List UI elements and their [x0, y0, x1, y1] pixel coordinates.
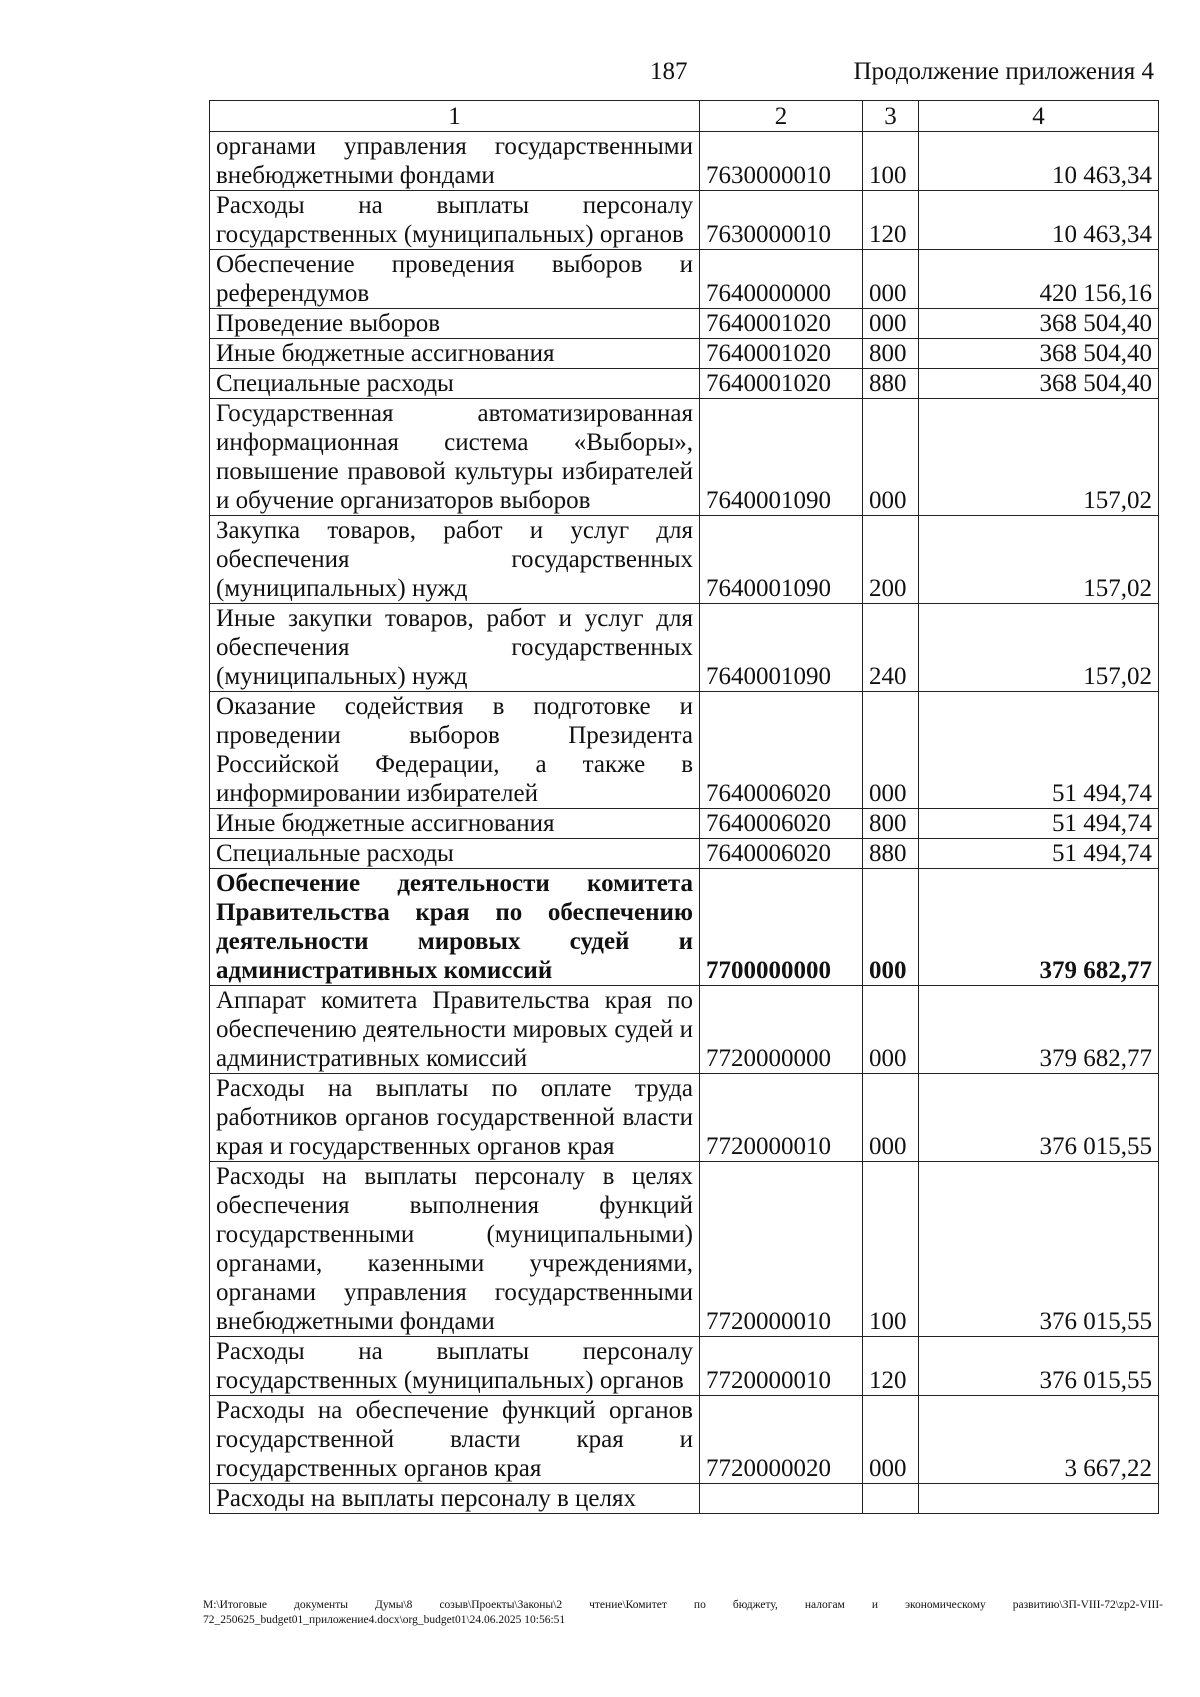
- row-type-cell: 880: [863, 369, 919, 399]
- row-type-cell: 240: [863, 604, 919, 692]
- row-name-cell: Обеспечение проведения выборов и референдумов: [210, 250, 700, 309]
- row-amount-cell: 157,02: [919, 516, 1159, 604]
- row-amount-cell: 376 015,55: [919, 1074, 1159, 1162]
- table-row: [210, 309, 1159, 339]
- table-row: [210, 809, 1159, 839]
- row-code-cell: 7640000000: [700, 250, 863, 309]
- table-row: [210, 250, 1159, 309]
- table-row: [210, 869, 1159, 986]
- row-code-cell: 7630000010: [700, 132, 863, 191]
- row-name-cell: Иные бюджетные ассигнования: [210, 809, 700, 839]
- row-code-cell: 7640001020: [700, 309, 863, 339]
- row-code-cell: 7640001020: [700, 369, 863, 399]
- row-name-cell: Государственная автоматизированная информационная система «Выборы», повышение правовой культуры избирателей и обучение организаторов выборов: [210, 399, 700, 516]
- row-name-cell: Расходы на выплаты персоналу в целях: [210, 1484, 700, 1514]
- column-header-4: 4: [919, 101, 1159, 132]
- row-code-cell: [700, 1484, 863, 1514]
- row-name-cell: Иные закупки товаров, работ и услуг для обеспечения государственных (муниципальных) нужд: [210, 604, 700, 692]
- row-amount-cell: 157,02: [919, 604, 1159, 692]
- row-name-cell: Расходы на обеспечение функций органов государственной власти края и государственных органов края: [210, 1396, 700, 1484]
- row-name-cell: Закупка товаров, работ и услуг для обеспечения государственных (муниципальных) нужд: [210, 516, 700, 604]
- document-path-footer: М:\Итоговые документы Думы\8 созыв\Проекты\Законы\2 чтение\Комитет по бюджету, налогам и экономическому развитию\ЗП-VIII-72\zp2-VIII-72_250625_budget01_приложение4.docx\org_budget01\24.06.2025 10:56:51: [203, 1599, 1163, 1626]
- table-row: [210, 369, 1159, 399]
- row-code-cell: 7640001090: [700, 399, 863, 516]
- row-type-cell: 000: [863, 869, 919, 986]
- budget-table: [209, 100, 1159, 1514]
- row-type-cell: 000: [863, 692, 919, 809]
- row-amount-cell: 376 015,55: [919, 1337, 1159, 1396]
- row-code-cell: 7640006020: [700, 839, 863, 869]
- row-type-cell: 120: [863, 1337, 919, 1396]
- row-type-cell: 880: [863, 839, 919, 869]
- row-code-cell: 7640001020: [700, 339, 863, 369]
- table-row: [210, 1162, 1159, 1337]
- row-amount-cell: 368 504,40: [919, 339, 1159, 369]
- row-name-cell: Расходы на выплаты персоналу государственных (муниципальных) органов: [210, 1337, 700, 1396]
- row-amount-cell: 10 463,34: [919, 191, 1159, 250]
- row-amount-cell: 379 682,77: [919, 869, 1159, 986]
- table-row: [210, 1396, 1159, 1484]
- row-name-cell: Оказание содействия в подготовке и проведении выборов Президента Российской Федерации, а также в информировании избирателей: [210, 692, 700, 809]
- row-amount-cell: 51 494,74: [919, 809, 1159, 839]
- table-row: [210, 986, 1159, 1074]
- row-name-cell: Иные бюджетные ассигнования: [210, 339, 700, 369]
- row-type-cell: 000: [863, 1074, 919, 1162]
- continuation-label: Продолжение приложения 4: [853, 58, 1154, 85]
- row-code-cell: 7720000000: [700, 986, 863, 1074]
- row-code-cell: 7640006020: [700, 809, 863, 839]
- row-code-cell: 7700000000: [700, 869, 863, 986]
- row-amount-cell: 157,02: [919, 399, 1159, 516]
- row-type-cell: 000: [863, 986, 919, 1074]
- row-type-cell: 120: [863, 191, 919, 250]
- table-row: [210, 399, 1159, 516]
- row-type-cell: 800: [863, 339, 919, 369]
- column-header-2: 2: [700, 101, 863, 132]
- table-header-row: [210, 101, 1159, 132]
- table-row-truncated: [210, 1484, 1159, 1514]
- table-row: [210, 516, 1159, 604]
- row-amount-cell: 368 504,40: [919, 369, 1159, 399]
- column-header-1: 1: [210, 101, 700, 132]
- row-code-cell: 7720000010: [700, 1337, 863, 1396]
- row-amount-cell: 368 504,40: [919, 309, 1159, 339]
- row-type-cell: 200: [863, 516, 919, 604]
- row-code-cell: 7640006020: [700, 692, 863, 809]
- table-row: [210, 1337, 1159, 1396]
- row-code-cell: 7720000010: [700, 1162, 863, 1337]
- table-row: [210, 132, 1159, 191]
- row-amount-cell: 379 682,77: [919, 986, 1159, 1074]
- row-name-cell: Аппарат комитета Правительства края по обеспечению деятельности мировых судей и административных комиссий: [210, 986, 700, 1074]
- row-name-cell: органами управления государственными внебюджетными фондами: [210, 132, 700, 191]
- row-type-cell: [863, 1484, 919, 1514]
- row-code-cell: 7640001090: [700, 604, 863, 692]
- row-amount-cell: 376 015,55: [919, 1162, 1159, 1337]
- row-code-cell: 7640001090: [700, 516, 863, 604]
- row-name-cell: Расходы на выплаты персоналу государственных (муниципальных) органов: [210, 191, 700, 250]
- row-amount-cell: 51 494,74: [919, 839, 1159, 869]
- row-type-cell: 000: [863, 250, 919, 309]
- row-type-cell: 000: [863, 309, 919, 339]
- table-row: [210, 339, 1159, 369]
- row-name-cell: Обеспечение деятельности комитета Правительства края по обеспечению деятельности мировых судей и административных комиссий: [210, 869, 700, 986]
- table-row: [210, 191, 1159, 250]
- row-type-cell: 100: [863, 1162, 919, 1337]
- row-name-cell: Специальные расходы: [210, 839, 700, 869]
- row-amount-cell: [919, 1484, 1159, 1514]
- row-amount-cell: 10 463,34: [919, 132, 1159, 191]
- row-amount-cell: 420 156,16: [919, 250, 1159, 309]
- row-name-cell: Проведение выборов: [210, 309, 700, 339]
- row-name-cell: Специальные расходы: [210, 369, 700, 399]
- row-type-cell: 800: [863, 809, 919, 839]
- row-amount-cell: 51 494,74: [919, 692, 1159, 809]
- row-amount-cell: 3 667,22: [919, 1396, 1159, 1484]
- table-row: [210, 692, 1159, 809]
- row-code-cell: 7720000020: [700, 1396, 863, 1484]
- column-header-3: 3: [863, 101, 919, 132]
- row-type-cell: 000: [863, 399, 919, 516]
- row-name-cell: Расходы на выплаты по оплате труда работников органов государственной власти края и государственных органов края: [210, 1074, 700, 1162]
- row-code-cell: 7630000010: [700, 191, 863, 250]
- row-type-cell: 100: [863, 132, 919, 191]
- row-code-cell: 7720000010: [700, 1074, 863, 1162]
- row-name-cell: Расходы на выплаты персоналу в целях обеспечения выполнения функций государственными (муниципальными) органами, казенными учреждениями, органами управления государственными внебюджетными фондами: [210, 1162, 700, 1337]
- table-row: [210, 604, 1159, 692]
- page-number: 187: [650, 58, 688, 85]
- row-type-cell: 000: [863, 1396, 919, 1484]
- table-row: [210, 1074, 1159, 1162]
- table-row: [210, 839, 1159, 869]
